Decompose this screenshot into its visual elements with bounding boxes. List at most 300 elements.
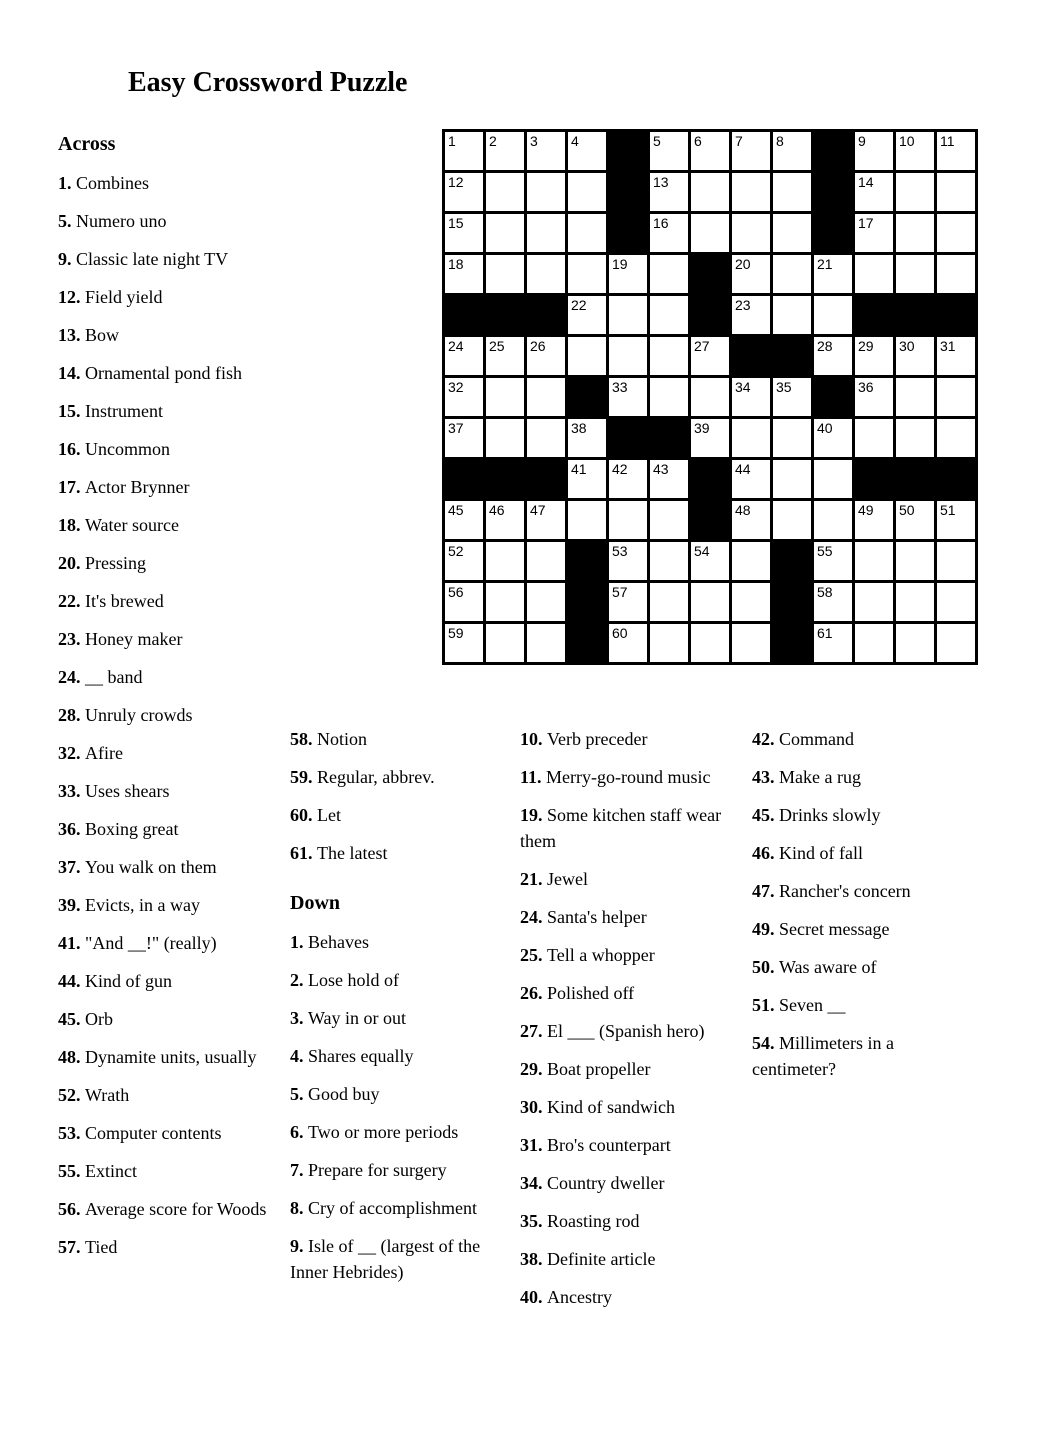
grid-cell[interactable] <box>445 583 483 621</box>
across-clue-24 <box>58 664 270 690</box>
grid-cell[interactable] <box>527 583 565 621</box>
grid-cell[interactable] <box>568 419 606 457</box>
grid-cell[interactable] <box>650 173 688 211</box>
clue-number: 41 . <box>58 933 85 953</box>
down-clue-24 <box>520 904 732 930</box>
grid-cell[interactable] <box>527 173 565 211</box>
clue-text: Ancestry <box>547 1287 612 1307</box>
clue-text: Secret message <box>779 919 890 939</box>
across-clue-45 <box>58 1006 270 1032</box>
grid-cell[interactable] <box>773 255 811 293</box>
clue-number: 27 . <box>520 1021 547 1041</box>
clue-text: Tied <box>85 1237 118 1257</box>
clue-number: 3 . <box>290 1008 308 1028</box>
grid-cell[interactable] <box>855 337 893 375</box>
grid-cell[interactable] <box>855 542 893 580</box>
cell-number: 29 <box>858 338 874 354</box>
cell-number: 54 <box>694 543 710 559</box>
grid-cell[interactable] <box>609 624 647 662</box>
grid-cell-black <box>609 214 647 252</box>
cell-number: 25 <box>489 338 505 354</box>
clue-text: Millimeters in a centimeter? <box>752 1033 894 1079</box>
across-clue-41 <box>58 930 270 956</box>
clue-number: 21 . <box>520 869 547 889</box>
grid-cell[interactable] <box>568 173 606 211</box>
grid-cell[interactable] <box>732 501 770 539</box>
clue-number: 31 . <box>520 1135 547 1155</box>
grid-cell[interactable] <box>896 132 934 170</box>
grid-cell[interactable] <box>896 501 934 539</box>
grid-cell[interactable] <box>691 214 729 252</box>
grid-cell-black <box>855 296 893 334</box>
down-clues-part1 <box>290 929 495 1285</box>
clue-text: Combines <box>76 173 150 193</box>
grid-cell[interactable] <box>773 378 811 416</box>
across-clue-55 <box>58 1158 270 1184</box>
grid-cell[interactable] <box>773 419 811 457</box>
grid-cell[interactable] <box>937 542 975 580</box>
clue-number: 9 . <box>58 249 76 269</box>
clue-number: 6 . <box>290 1122 308 1142</box>
across-clue-52 <box>58 1082 270 1108</box>
grid-cell[interactable] <box>896 378 934 416</box>
cell-number: 40 <box>817 420 833 436</box>
down-clue-5 <box>290 1081 495 1107</box>
clue-text: Jewel <box>547 869 588 889</box>
grid-cell[interactable] <box>814 542 852 580</box>
grid-cell[interactable] <box>732 173 770 211</box>
cell-number: 36 <box>858 379 874 395</box>
grid-cell[interactable] <box>732 132 770 170</box>
down-clue-45 <box>752 802 964 828</box>
grid-cell[interactable] <box>732 255 770 293</box>
grid-cell[interactable] <box>650 542 688 580</box>
cell-number: 23 <box>735 297 751 313</box>
clue-number: 4 . <box>290 1046 308 1066</box>
grid-cell[interactable] <box>896 214 934 252</box>
clue-number: 25 . <box>520 945 547 965</box>
grid-cell[interactable] <box>773 501 811 539</box>
grid-cell[interactable] <box>527 624 565 662</box>
grid-cell[interactable] <box>609 337 647 375</box>
grid-cell[interactable] <box>568 214 606 252</box>
clue-number: 35 . <box>520 1211 547 1231</box>
clue-number: 55 . <box>58 1161 85 1181</box>
clue-number: 5 . <box>58 211 76 231</box>
grid-cell[interactable] <box>814 460 852 498</box>
across-clue-5 <box>58 208 270 234</box>
grid-cell[interactable] <box>937 337 975 375</box>
grid-cell[interactable] <box>650 583 688 621</box>
grid-cell[interactable] <box>568 132 606 170</box>
across-clue-33 <box>58 778 270 804</box>
down-clue-51 <box>752 992 964 1018</box>
grid-cell[interactable] <box>855 501 893 539</box>
grid-cell[interactable] <box>732 296 770 334</box>
grid-cell[interactable] <box>896 542 934 580</box>
grid-cell[interactable] <box>691 542 729 580</box>
cell-number: 46 <box>489 502 505 518</box>
clues-column-4 <box>752 726 964 1094</box>
clue-text: Lose hold of <box>308 970 399 990</box>
cell-number: 18 <box>448 256 464 272</box>
down-clue-10 <box>520 726 732 752</box>
grid-cell[interactable] <box>896 624 934 662</box>
grid-cell[interactable] <box>568 296 606 334</box>
grid-cell[interactable] <box>527 132 565 170</box>
clue-number: 45 . <box>58 1009 85 1029</box>
cell-number: 37 <box>448 420 464 436</box>
cell-number: 33 <box>612 379 628 395</box>
clues-column-3 <box>520 726 732 1322</box>
clue-number: 40 . <box>520 1287 547 1307</box>
grid-cell[interactable] <box>937 583 975 621</box>
grid-cell[interactable] <box>896 255 934 293</box>
across-clues-part2 <box>290 726 495 866</box>
grid-cell[interactable] <box>650 460 688 498</box>
cell-number: 49 <box>858 502 874 518</box>
clue-text: Cry of accomplishment <box>308 1198 477 1218</box>
grid-cell[interactable] <box>609 296 647 334</box>
grid-cell[interactable] <box>691 583 729 621</box>
grid-cell[interactable] <box>732 583 770 621</box>
clue-text: Shares equally <box>308 1046 414 1066</box>
cell-number: 1 <box>448 133 456 149</box>
grid-cell[interactable] <box>773 132 811 170</box>
across-clue-28 <box>58 702 270 728</box>
grid-cell[interactable] <box>732 542 770 580</box>
clue-number: 56 . <box>58 1199 85 1219</box>
across-clue-61 <box>290 840 495 866</box>
clue-number: 47 . <box>752 881 779 901</box>
grid-cell[interactable] <box>445 419 483 457</box>
grid-cell[interactable] <box>445 173 483 211</box>
down-clue-2 <box>290 967 495 993</box>
cell-number: 17 <box>858 215 874 231</box>
grid-cell[interactable] <box>527 378 565 416</box>
grid-cell[interactable] <box>732 624 770 662</box>
down-clue-26 <box>520 980 732 1006</box>
grid-cell[interactable] <box>568 255 606 293</box>
grid-cell[interactable] <box>732 419 770 457</box>
grid-cell[interactable] <box>691 337 729 375</box>
grid-cell[interactable] <box>855 173 893 211</box>
grid-cell[interactable] <box>486 132 524 170</box>
down-clue-21 <box>520 866 732 892</box>
cell-number: 61 <box>817 625 833 641</box>
across-clue-12 <box>58 284 270 310</box>
clue-number: 33 . <box>58 781 85 801</box>
grid-cell[interactable] <box>568 460 606 498</box>
clue-text: Good buy <box>308 1084 380 1104</box>
grid-cell[interactable] <box>937 214 975 252</box>
clue-number: 19 . <box>520 805 547 825</box>
cell-number: 48 <box>735 502 751 518</box>
grid-cell[interactable] <box>445 255 483 293</box>
grid-cell-black <box>568 583 606 621</box>
grid-cell[interactable] <box>732 378 770 416</box>
grid-cell-black <box>445 296 483 334</box>
grid-cell[interactable] <box>732 460 770 498</box>
clue-text: Two or more periods <box>308 1122 459 1142</box>
clue-text: Santa's helper <box>547 907 647 927</box>
clue-text: Uncommon <box>85 439 170 459</box>
grid-cell[interactable] <box>486 337 524 375</box>
grid-cell[interactable] <box>814 419 852 457</box>
grid-cell[interactable] <box>486 214 524 252</box>
cell-number: 9 <box>858 133 866 149</box>
grid-cell[interactable] <box>445 624 483 662</box>
across-clue-20 <box>58 550 270 576</box>
down-clue-8 <box>290 1195 495 1221</box>
cell-number: 51 <box>940 502 956 518</box>
cell-number: 15 <box>448 215 464 231</box>
grid-cell[interactable] <box>691 173 729 211</box>
grid-cell-black <box>609 173 647 211</box>
clue-text: "And __!" (really) <box>85 933 217 953</box>
grid-cell[interactable] <box>486 624 524 662</box>
clue-number: 37 . <box>58 857 85 877</box>
across-clue-56 <box>58 1196 270 1222</box>
grid-cell[interactable] <box>609 460 647 498</box>
cell-number: 5 <box>653 133 661 149</box>
clue-text: Let <box>317 805 341 825</box>
cell-number: 10 <box>899 133 915 149</box>
grid-cell[interactable] <box>527 255 565 293</box>
grid-cell[interactable] <box>609 255 647 293</box>
grid-cell[interactable] <box>650 132 688 170</box>
grid-cell[interactable] <box>650 378 688 416</box>
down-clue-40 <box>520 1284 732 1310</box>
clue-text: Definite article <box>547 1249 656 1269</box>
clue-text: Numero uno <box>76 211 167 231</box>
clue-number: 32 . <box>58 743 85 763</box>
clue-number: 53 . <box>58 1123 85 1143</box>
grid-cell[interactable] <box>855 583 893 621</box>
grid-cell-black <box>527 296 565 334</box>
grid-cell[interactable] <box>568 501 606 539</box>
grid-cell[interactable] <box>445 132 483 170</box>
cell-number: 12 <box>448 174 464 190</box>
grid-cell[interactable] <box>445 378 483 416</box>
down-clue-1 <box>290 929 495 955</box>
grid-cell[interactable] <box>814 624 852 662</box>
grid-cell[interactable] <box>896 337 934 375</box>
grid-cell-black <box>773 542 811 580</box>
across-clue-44 <box>58 968 270 994</box>
clue-number: 12 . <box>58 287 85 307</box>
cell-number: 53 <box>612 543 628 559</box>
grid-cell[interactable] <box>445 542 483 580</box>
clue-number: 2 . <box>290 970 308 990</box>
grid-cell[interactable] <box>527 337 565 375</box>
grid-cell[interactable] <box>773 460 811 498</box>
grid-cell[interactable] <box>691 419 729 457</box>
down-clue-19 <box>520 802 732 854</box>
clue-text: Way in or out <box>308 1008 407 1028</box>
grid-cell[interactable] <box>609 501 647 539</box>
grid-cell-black <box>814 378 852 416</box>
down-clue-35 <box>520 1208 732 1234</box>
grid-cell[interactable] <box>937 419 975 457</box>
grid-cell[interactable] <box>650 337 688 375</box>
clue-number: 10 . <box>520 729 547 749</box>
clue-text: Dynamite units, usually <box>85 1047 257 1067</box>
clue-text: Notion <box>317 729 368 749</box>
grid-cell[interactable] <box>855 255 893 293</box>
grid-cell[interactable] <box>486 419 524 457</box>
grid-cell[interactable] <box>773 214 811 252</box>
clue-text: Uses shears <box>85 781 170 801</box>
grid-cell-black <box>937 460 975 498</box>
grid-cell[interactable] <box>568 337 606 375</box>
clue-number: 44 . <box>58 971 85 991</box>
grid-cell[interactable] <box>896 419 934 457</box>
clue-number: 45 . <box>752 805 779 825</box>
across-clue-60 <box>290 802 495 828</box>
clues-column-2 <box>290 726 495 1297</box>
grid-cell-black <box>691 255 729 293</box>
across-clue-1 <box>58 170 270 196</box>
grid-cell[interactable] <box>855 214 893 252</box>
grid-cell[interactable] <box>814 337 852 375</box>
grid-cell[interactable] <box>732 214 770 252</box>
grid-cell[interactable] <box>855 624 893 662</box>
clue-number: 1 . <box>58 173 76 193</box>
cell-number: 35 <box>776 379 792 395</box>
grid-cell-black <box>568 624 606 662</box>
grid-cell[interactable] <box>609 542 647 580</box>
grid-cell[interactable] <box>937 173 975 211</box>
grid-cell-black <box>937 296 975 334</box>
cell-number: 13 <box>653 174 669 190</box>
grid-cell[interactable] <box>486 173 524 211</box>
clue-text: Bow <box>85 325 120 345</box>
grid-cell[interactable] <box>486 501 524 539</box>
grid-cell[interactable] <box>814 501 852 539</box>
cell-number: 43 <box>653 461 669 477</box>
grid-cell[interactable] <box>814 255 852 293</box>
cell-number: 7 <box>735 133 743 149</box>
grid-cell[interactable] <box>609 583 647 621</box>
clue-text: Boxing great <box>85 819 179 839</box>
grid-cell-black <box>445 460 483 498</box>
cell-number: 42 <box>612 461 628 477</box>
grid-cell[interactable] <box>773 173 811 211</box>
grid-cell[interactable] <box>445 214 483 252</box>
grid-cell[interactable] <box>896 173 934 211</box>
grid-cell[interactable] <box>527 419 565 457</box>
cell-number: 19 <box>612 256 628 272</box>
cell-number: 3 <box>530 133 538 149</box>
grid-cell[interactable] <box>486 255 524 293</box>
grid-cell[interactable] <box>609 378 647 416</box>
grid-cell-black <box>773 624 811 662</box>
clue-number: 22 . <box>58 591 85 611</box>
clue-text: Tell a whopper <box>547 945 655 965</box>
grid-cell[interactable] <box>937 624 975 662</box>
grid-cell[interactable] <box>937 378 975 416</box>
clue-text: Average score for Woods <box>85 1199 267 1219</box>
grid-cell[interactable] <box>855 378 893 416</box>
grid-cell[interactable] <box>937 132 975 170</box>
clue-number: 51 . <box>752 995 779 1015</box>
cell-number: 8 <box>776 133 784 149</box>
grid-cell[interactable] <box>691 624 729 662</box>
grid-cell[interactable] <box>650 501 688 539</box>
grid-cell[interactable] <box>650 214 688 252</box>
clue-text: El ___ (Spanish hero) <box>547 1021 705 1041</box>
cell-number: 58 <box>817 584 833 600</box>
cell-number: 50 <box>899 502 915 518</box>
grid-cell[interactable] <box>445 501 483 539</box>
clue-text: It's brewed <box>85 591 164 611</box>
grid-cell[interactable] <box>814 583 852 621</box>
clue-number: 48 . <box>58 1047 85 1067</box>
clue-number: 36 . <box>58 819 85 839</box>
grid-cell[interactable] <box>691 132 729 170</box>
clue-text: Unruly crowds <box>85 705 193 725</box>
grid-cell[interactable] <box>527 542 565 580</box>
grid-cell[interactable] <box>855 419 893 457</box>
grid-cell[interactable] <box>691 378 729 416</box>
grid-cell[interactable] <box>527 501 565 539</box>
down-clue-4 <box>290 1043 495 1069</box>
grid-cell[interactable] <box>486 542 524 580</box>
clue-text: Some kitchen staff wear them <box>520 805 722 851</box>
clue-text: Drinks slowly <box>779 805 881 825</box>
down-clue-54 <box>752 1030 964 1082</box>
grid-cell[interactable] <box>773 296 811 334</box>
clue-number: 26 . <box>520 983 547 1003</box>
clue-number: 11 . <box>520 767 546 787</box>
clue-number: 59 . <box>290 767 317 787</box>
grid-cell[interactable] <box>896 583 934 621</box>
clue-text: Rancher's concern <box>779 881 911 901</box>
clue-text: Field yield <box>85 287 163 307</box>
clue-text: Merry-go-round music <box>546 767 711 787</box>
clue-text: Prepare for surgery <box>308 1160 447 1180</box>
down-clue-7 <box>290 1157 495 1183</box>
grid-cell-black <box>568 378 606 416</box>
clue-text: Kind of gun <box>85 971 172 991</box>
cell-number: 55 <box>817 543 833 559</box>
grid-cell[interactable] <box>445 337 483 375</box>
cell-number: 28 <box>817 338 833 354</box>
cell-number: 44 <box>735 461 751 477</box>
grid-cell[interactable] <box>814 296 852 334</box>
grid-cell[interactable] <box>855 132 893 170</box>
grid-cell[interactable] <box>650 255 688 293</box>
clue-text: Was aware of <box>779 957 877 977</box>
clue-number: 54 . <box>752 1033 779 1053</box>
across-clue-14 <box>58 360 270 386</box>
crossword-grid <box>442 129 978 665</box>
clue-text: Seven __ <box>779 995 846 1015</box>
grid-cell[interactable] <box>527 214 565 252</box>
clue-text: Verb preceder <box>547 729 648 749</box>
grid-cell[interactable] <box>650 624 688 662</box>
down-clue-27 <box>520 1018 732 1044</box>
grid-cell[interactable] <box>486 378 524 416</box>
clue-number: 42 . <box>752 729 779 749</box>
grid-cell[interactable] <box>650 296 688 334</box>
cell-number: 38 <box>571 420 587 436</box>
grid-cell[interactable] <box>937 501 975 539</box>
grid-cell[interactable] <box>937 255 975 293</box>
grid-cell[interactable] <box>486 583 524 621</box>
clue-text: Honey maker <box>85 629 183 649</box>
